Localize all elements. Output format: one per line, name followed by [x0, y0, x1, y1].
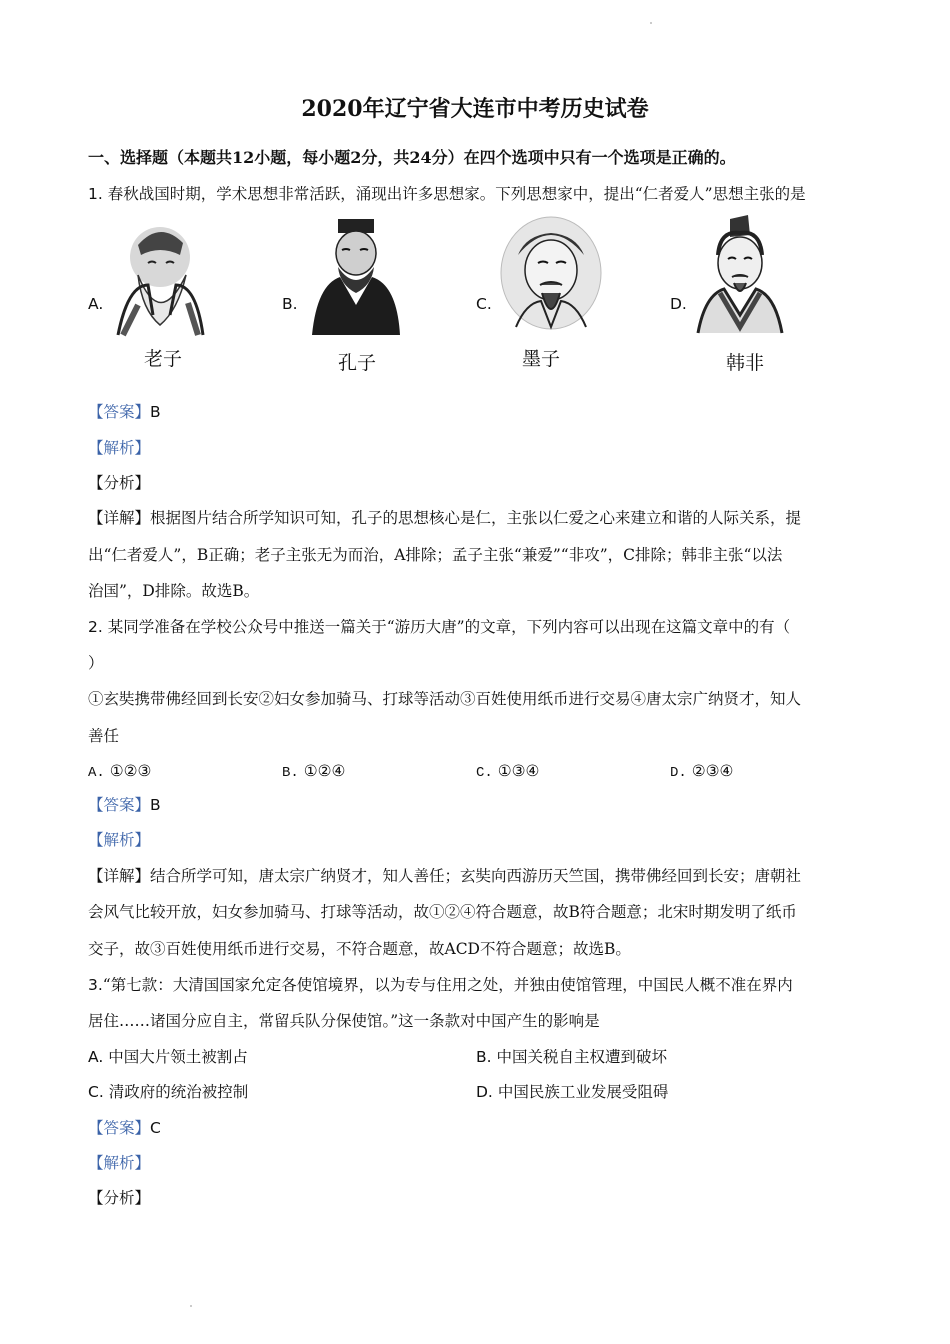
q3-option-c-letter: C. — [88, 1083, 104, 1101]
q2-option-a-text: ①②③ — [109, 762, 152, 780]
q3-number: 3. — [88, 976, 103, 994]
q1-stem-text: 春秋战国时期，学术思想非常活跃，涌现出许多思想家。下列思想家中，提出“仁者爱人”思想主张的是 — [107, 185, 806, 203]
q2-option-d-text: ②③④ — [691, 762, 734, 780]
q2-stem-line-1 — [88, 617, 790, 637]
q1-answer-value: B — [150, 403, 161, 421]
q3-fenxi-tag: 【分析】 — [88, 1189, 151, 1207]
q2-analysis-tag: 【解析】 — [88, 831, 151, 849]
hanfei-portrait-icon — [690, 215, 800, 340]
q1-number: 1. — [88, 185, 103, 203]
q1-option-c-caption: 墨子 — [521, 348, 560, 370]
q2-option-d — [670, 761, 733, 783]
q2-stem-line-2: ） — [88, 654, 104, 672]
q1-detail-tag: 【详解】 — [88, 509, 151, 527]
q3-stem-line-1 — [88, 975, 793, 995]
q1-answer — [88, 402, 161, 422]
page-title: 2020年辽宁省大连市中考历史试卷 — [301, 96, 649, 122]
q1-option-a-caption: 老子 — [143, 348, 182, 370]
q2-items-line-1: ①玄奘携带佛经回到长安②妇女参加骑马、打球等活动③百姓使用纸币进行交易④唐太宗广纳贤才，知人 — [88, 690, 802, 708]
q1-detail-line-2: 出“仁者爱人”，B正确；老子主张无为而治，A排除；孟子主张“兼爱”“非攻”，C排除；韩非主张“以法 — [88, 546, 783, 564]
q3-option-a — [88, 1047, 248, 1067]
q1-option-b-caption: 孔子 — [337, 352, 376, 374]
q1-detail-line-1 — [88, 508, 801, 528]
q2-option-d-letter: D. — [670, 765, 687, 781]
q2-option-c-letter: C. — [476, 765, 493, 781]
q3-stem-text: “第七款：大清国国家允定各使馆境界，以为专与住用之处，并独由使馆管理，中国民人概不准在界内 — [102, 976, 793, 994]
q2-option-b — [282, 761, 345, 783]
q3-option-d — [476, 1082, 668, 1102]
q2-answer-tag: 【答案】 — [88, 796, 151, 814]
q3-stem-line-2: 居住……诸国分应自主，常留兵队分保使馆。”这一条款对中国产生的影响是 — [88, 1012, 600, 1030]
laozi-portrait-icon — [108, 215, 218, 340]
q2-stem-text: 某同学准备在学校公众号中推送一篇关于“游历大唐”的文章，下列内容可以出现在这篇文章中的有（ — [107, 618, 791, 636]
q2-number: 2. — [88, 618, 103, 636]
q2-option-a — [88, 761, 151, 783]
q2-answer-value: B — [150, 796, 161, 814]
q3-answer — [88, 1118, 161, 1138]
q1-option-a-letter: A. — [88, 295, 104, 313]
q2-detail-text: 结合所学可知，唐太宗广纳贤才，知人善任；玄奘向西游历天竺国，携带佛经回到长安；唐朝社 — [150, 867, 802, 885]
q3-option-b-letter: B. — [476, 1048, 492, 1066]
q3-answer-tag: 【答案】 — [88, 1119, 151, 1137]
q1-option-d-letter: D. — [670, 295, 687, 313]
q2-option-a-letter: A. — [88, 765, 105, 781]
q3-option-c-text: 清政府的统治被控制 — [108, 1083, 249, 1101]
section-header: 一、选择题（本题共12小题，每小题2分，共24分）在四个选项中只有一个选项是正确的。 — [88, 148, 736, 167]
mozi-portrait-icon — [496, 215, 606, 340]
q1-option-c-letter: C. — [476, 295, 492, 313]
q3-option-b-text: 中国关税自主权遭到破坏 — [496, 1048, 668, 1066]
q1-option-d-caption: 韩非 — [725, 352, 764, 374]
q2-detail-line-3: 交子，故③百姓使用纸币进行交易，不符合题意，故ACD不符合题意；故选B。 — [88, 940, 631, 958]
q3-option-d-text: 中国民族工业发展受阻碍 — [497, 1083, 669, 1101]
q2-items-line-2: 善任 — [88, 727, 120, 745]
q3-option-d-letter: D. — [476, 1083, 493, 1101]
q2-option-c-text: ①③④ — [497, 762, 540, 780]
q1-detail-line-3: 治国”，D排除。故选B。 — [88, 582, 260, 600]
q1-detail-text: 根据图片结合所学知识可知，孔子的思想核心是仁，主张以仁爱之心来建立和谐的人际关系，提 — [150, 509, 802, 527]
q2-detail-tag: 【详解】 — [88, 867, 151, 885]
q1-analysis-tag: 【解析】 — [88, 439, 151, 457]
q3-answer-value: C — [150, 1119, 161, 1137]
q3-option-b — [476, 1047, 667, 1067]
q1-fenxi-tag: 【分析】 — [88, 474, 151, 492]
q2-option-c — [476, 761, 539, 783]
q2-detail-line-1 — [88, 866, 801, 886]
q3-analysis-tag: 【解析】 — [88, 1154, 151, 1172]
q1-answer-tag: 【答案】 — [88, 403, 151, 421]
q2-answer — [88, 795, 161, 815]
q2-option-b-letter: B. — [282, 765, 299, 781]
q2-detail-line-2: 会风气比较开放，妇女参加骑马、打球等活动，故①②④符合题意，故B符合题意；北宋时期发明了纸币 — [88, 903, 797, 921]
q1-stem — [88, 184, 806, 204]
q3-option-c — [88, 1082, 248, 1102]
decorative-dot — [650, 22, 652, 24]
decorative-dot — [190, 1305, 192, 1307]
q1-option-b-letter: B. — [282, 295, 298, 313]
q3-option-a-letter: A. — [88, 1048, 104, 1066]
confucius-portrait-icon — [302, 215, 412, 340]
q3-option-a-text: 中国大片领土被割占 — [108, 1048, 248, 1066]
q2-option-b-text: ①②④ — [303, 762, 346, 780]
